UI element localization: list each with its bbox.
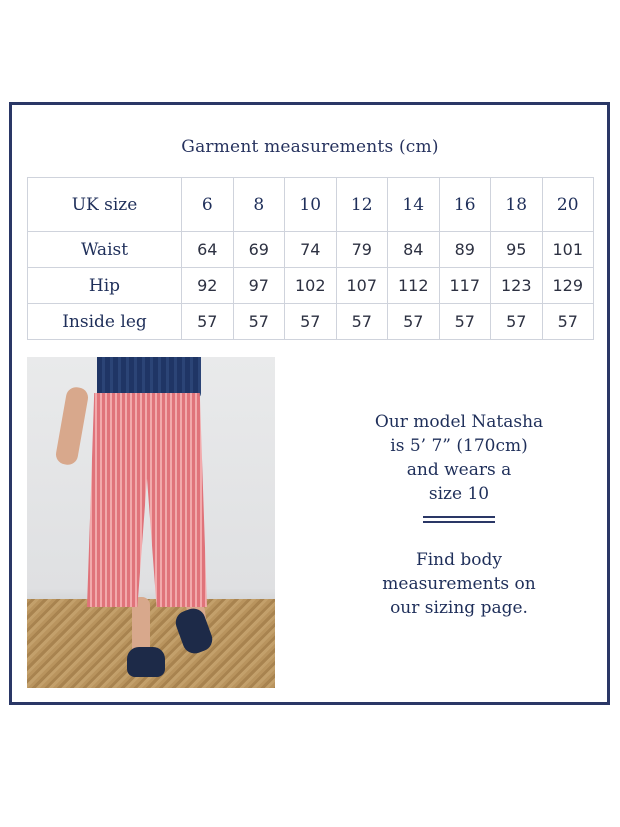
table-cell: 97 — [233, 268, 285, 304]
model-info-line: and wears a — [406, 460, 512, 480]
size-cell: 8 — [233, 178, 285, 232]
size-cell: 6 — [182, 178, 234, 232]
navy-loafer — [127, 647, 165, 677]
table-cell: 84 — [388, 232, 440, 268]
size-cell: 10 — [285, 178, 337, 232]
row-label-hip: Hip — [28, 268, 182, 304]
table-row — [28, 232, 594, 268]
sizing-info — [346, 548, 572, 620]
table-cell: 102 — [285, 268, 337, 304]
table-cell: 64 — [182, 232, 234, 268]
table-cell: 57 — [491, 304, 543, 340]
model-info-line: size 10 — [428, 484, 490, 504]
size-cell: 16 — [439, 178, 491, 232]
row-label-waist: Waist — [28, 232, 182, 268]
table-cell: 57 — [182, 304, 234, 340]
sizing-info-line: Find body — [415, 550, 503, 570]
table-cell: 123 — [491, 268, 543, 304]
model-info-line: Our model Natasha — [374, 412, 544, 432]
table-cell: 74 — [285, 232, 337, 268]
model-photo — [27, 357, 275, 688]
table-row — [28, 268, 594, 304]
sizing-info-line: measurements on — [382, 574, 536, 594]
table-cell: 79 — [336, 232, 388, 268]
row-label-inside-leg: Inside leg — [28, 304, 182, 340]
navy-knit-top — [97, 357, 201, 399]
table-cell: 117 — [439, 268, 491, 304]
chart-title: Garment measurements (cm) — [181, 137, 439, 157]
striped-cropped-trousers — [87, 393, 207, 607]
size-cell: 14 — [388, 178, 440, 232]
model-info-line: is 5’ 7” (170cm) — [390, 436, 528, 456]
table-cell: 57 — [336, 304, 388, 340]
table-cell: 101 — [542, 232, 594, 268]
sizing-info-line: our sizing page. — [390, 598, 528, 618]
header-label: UK size — [28, 178, 182, 232]
table-cell: 57 — [542, 304, 594, 340]
table-cell: 107 — [336, 268, 388, 304]
table-row — [28, 304, 594, 340]
size-table — [27, 177, 594, 340]
table-cell: 69 — [233, 232, 285, 268]
table-cell: 57 — [285, 304, 337, 340]
table-cell: 89 — [439, 232, 491, 268]
table-cell: 95 — [491, 232, 543, 268]
table-cell: 57 — [388, 304, 440, 340]
table-header-row — [28, 178, 594, 232]
size-cell: 20 — [542, 178, 594, 232]
size-cell: 12 — [336, 178, 388, 232]
table-cell: 57 — [233, 304, 285, 340]
table-cell: 57 — [439, 304, 491, 340]
model-arm — [54, 386, 89, 467]
table-cell: 129 — [542, 268, 594, 304]
table-cell: 92 — [182, 268, 234, 304]
double-divider — [423, 516, 495, 523]
model-info — [346, 410, 572, 506]
size-cell: 18 — [491, 178, 543, 232]
table-cell: 112 — [388, 268, 440, 304]
